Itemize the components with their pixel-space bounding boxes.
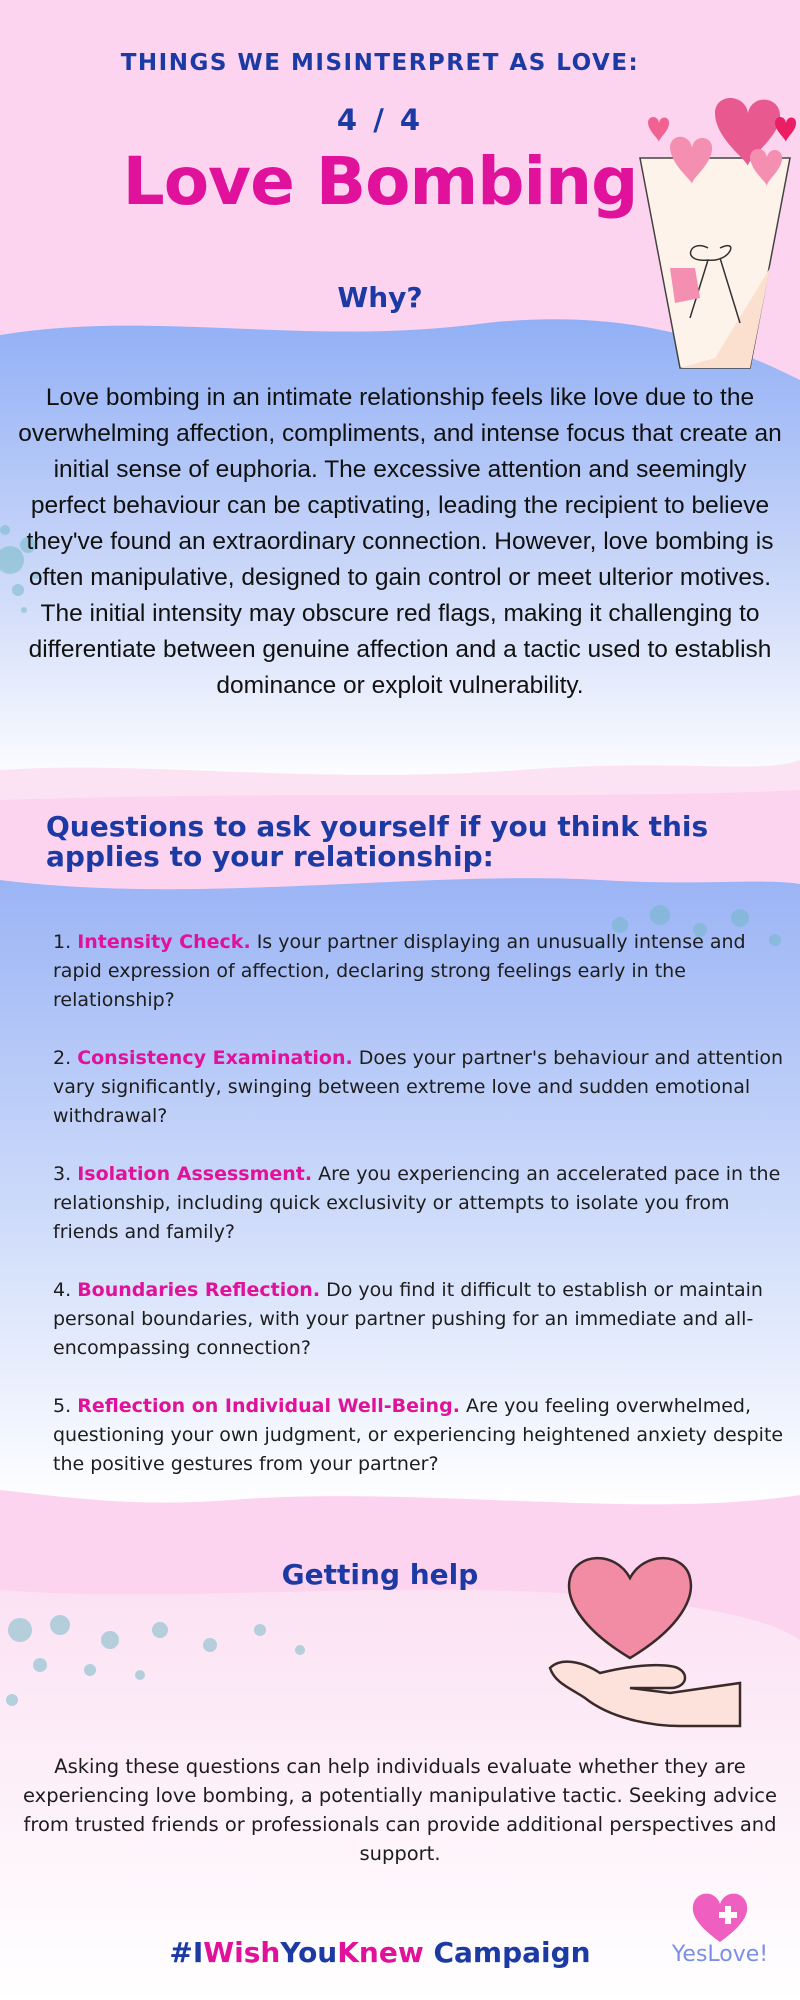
question-item bbox=[53, 1160, 788, 1247]
bouquet-icon bbox=[630, 88, 800, 378]
hashtag-knew: Knew bbox=[337, 1936, 424, 1969]
question-text: Does your partner's behaviour and attention vary significantly, swinging between extreme love and sudden emotional withdrawal? bbox=[53, 1047, 784, 1127]
hashtag-you: You bbox=[280, 1936, 338, 1969]
questions-list bbox=[53, 928, 788, 1508]
question-text: Do you find it difficult to establish or maintain personal boundaries, with your partner pushing for an immediate and all-encompassing connection? bbox=[53, 1279, 763, 1359]
help-paragraph: Asking these questions can help individuals evaluate whether they are experiencing love bombing, a potentially manipulative tactic. Seeking advice from trusted friends or professionals can provide additional perspectives and support. bbox=[23, 1755, 777, 1865]
hashtag-symbol: # bbox=[169, 1936, 193, 1969]
part-counter: 4 / 4 bbox=[336, 103, 424, 137]
questions-heading: Questions to ask yourself if you think this applies to your relationship: bbox=[46, 810, 709, 873]
question-number: 3. bbox=[53, 1163, 72, 1185]
why-heading: Why? bbox=[337, 281, 423, 314]
question-text: Are you feeling overwhelmed, questioning your own judgment, or experiencing heightened anxiety despite the positive gestures from your partner? bbox=[53, 1395, 784, 1475]
why-paragraph: Love bombing in an intimate relationship feels like love due to the overwhelming affection, compliments, and intense focus that create an initial sense of euphoria. The excessive attention and seemingly perfect behaviour can be captivating, leading the recipient to believe they've found an extraordinary connection. However, love bombing is often manipulative, designed to gain control or meet ulterior motives. The initial intensity may obscure red flags, making it challenging to differentiate between genuine affection and a tactic used to establish dominance or exploit vulnerability. bbox=[18, 384, 782, 699]
question-number: 5. bbox=[53, 1395, 72, 1417]
question-number: 4. bbox=[53, 1279, 72, 1301]
brand-name: YesLove! bbox=[671, 1942, 769, 1967]
question-item bbox=[53, 1044, 788, 1131]
question-item bbox=[53, 928, 788, 1015]
question-lead: Intensity Check. bbox=[77, 931, 251, 953]
page-title: Love Bombing bbox=[122, 143, 638, 220]
question-text: Are you experiencing an accelerated pace in the relationship, including quick exclusivity or attempts to isolate you from friends and family? bbox=[53, 1163, 781, 1243]
question-lead: Isolation Assessment. bbox=[77, 1163, 313, 1185]
question-text: Is your partner displaying an unusually intense and rapid expression of affection, declaring strong feelings early in the relationship? bbox=[53, 931, 746, 1011]
question-number: 2. bbox=[53, 1047, 72, 1069]
yeslove-heart-cross-icon bbox=[690, 1892, 750, 1944]
question-lead: Consistency Examination. bbox=[77, 1047, 353, 1069]
hashtag-i: I bbox=[192, 1936, 204, 1969]
help-heading: Getting help bbox=[281, 1558, 479, 1591]
hashtag-wish: Wish bbox=[203, 1936, 281, 1969]
heart-in-hand-icon bbox=[540, 1548, 745, 1728]
campaign-hashtag bbox=[0, 1936, 760, 1969]
hashtag-campaign: Campaign bbox=[423, 1936, 591, 1969]
series-label: THINGS WE MISINTERPRET AS LOVE: bbox=[120, 50, 640, 76]
question-number: 1. bbox=[53, 931, 72, 953]
question-lead: Reflection on Individual Well-Being. bbox=[77, 1395, 460, 1417]
question-item bbox=[53, 1392, 788, 1479]
question-lead: Boundaries Reflection. bbox=[77, 1279, 321, 1301]
question-item bbox=[53, 1276, 788, 1363]
